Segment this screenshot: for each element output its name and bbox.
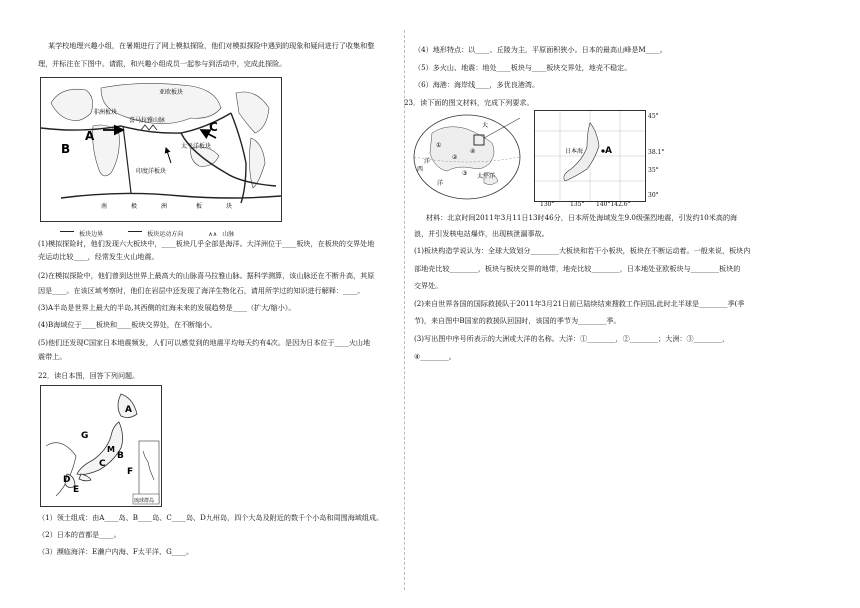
q23-s3-line2: ④________。 — [414, 352, 456, 361]
japan-map — [40, 385, 162, 507]
globe-circle-4: ④ — [470, 148, 476, 155]
q21-s2-line1: (2)在模拟探险中，他们曾到达世界上最高大的山脉喜马拉雅山脉。据科学测算，该山脉还在不断升高，其原 — [38, 271, 375, 280]
japan-letter-f: F — [127, 467, 134, 477]
q22-s4: （4）地形特点：以____、丘陵为主，平原面积狭小。日本的最高山峰是M____。 — [414, 45, 667, 54]
map-label-eurasian: 亚欧板块 — [159, 89, 184, 96]
japan-letter-b: B — [117, 451, 124, 461]
q21-s5-line1: (5)他们还发现C国家日本地震频发，人们可以感觉到的地震平均每天约有4次。是因为日本位于____火山地 — [38, 338, 371, 347]
globe-label-4: 洋 — [437, 180, 444, 187]
japan-detail-map — [534, 110, 646, 202]
q23-s3-line1: (3)写出图中序号所表示的大洲或大洋的名称。大洋：①________，②________；大洲：③________， — [414, 334, 730, 343]
map-letter-a: A — [85, 129, 95, 143]
map-label-antarctic-1: 南 — [101, 203, 108, 210]
world-plate-map — [40, 77, 282, 222]
globe-label-2: 洋 — [424, 158, 431, 165]
coord-45: 45° — [648, 113, 659, 120]
q22-s3: （3）濒临海洋：E濑户内海、F太平洋、G____。 — [38, 547, 194, 556]
map-label-antarctic-4: 板 — [196, 203, 203, 210]
q21-s1-line1: (1)模拟探险时，他们发现六大板块中，____板块几乎全部是海洋。大洋洲位于____板块，在板块的交界处地 — [38, 239, 375, 248]
q23-material-line2: 浪，并引发核电站爆炸，出现核泄漏事故。 — [414, 229, 549, 238]
map-legend: 板块边界 板块运动方向 ∧∧ 山脉 — [60, 221, 280, 230]
coord-135: 135° — [570, 201, 585, 208]
q23-title: 23．读下面的图文材料，完成下列要求。 — [404, 98, 534, 107]
q22-s2: （2）日本的首都是____。 — [38, 530, 121, 539]
coord-30: 30° — [648, 192, 659, 199]
q23-s1-line1: (1)板块构造学说认为：全球大致划分________大板块和若干小板块，板块在不断运动着。一般来说，板块内 — [414, 246, 751, 255]
coord-38: 38.1° — [648, 149, 665, 156]
map-label-antarctic-2: 极 — [131, 203, 138, 210]
map-label-indian: 印度洋板块 — [136, 168, 167, 175]
legend-mountain: 山脉 — [222, 231, 235, 238]
coord-140: 140°142.6° — [596, 201, 631, 208]
coord-130: 130° — [540, 201, 555, 208]
legend-boundary: 板块边界 — [79, 231, 104, 238]
map-label-himalaya: 喜马拉雅山脉 — [129, 117, 166, 124]
coord-35: 35° — [648, 167, 659, 174]
globe-label-5: 太平洋 — [477, 173, 496, 180]
q23-s2-line2: 节)，来自图中B国家的救援队回国时，该国的季节为________季。 — [414, 316, 621, 325]
globe-label-1: 大 — [482, 122, 489, 129]
world-plate-map-svg — [41, 78, 281, 221]
map-letter-c: C — [209, 120, 218, 134]
japan-detail-svg — [535, 111, 645, 201]
q21-s2-line2: 因是____。在该区域考察时，他们在岩层中还发现了海洋生物化石，请用所学过的知识进行解释：____。 — [38, 286, 365, 295]
q22-s1: （1）领土组成：由A____岛、B____岛、C____岛、D九州岛，四个大岛及附近的数千个小岛和周围海域组成。 — [38, 513, 384, 522]
q23-s1-line2: 部地壳比较________，板块与板块交界的地带，地壳比较________，日本地处亚欧板块与________板块的 — [414, 264, 741, 273]
detail-letter-a: A — [605, 146, 612, 156]
column-divider — [404, 30, 405, 590]
japan-letter-a: A — [125, 405, 132, 415]
q21-s1-line2: 壳运动比较____，经常发生火山地震。 — [38, 252, 159, 261]
detail-label-sea: 日本海 — [565, 148, 584, 155]
globe-map — [412, 113, 522, 201]
japan-letter-m: M — [107, 445, 115, 454]
q21-s4: (4)B海域位于____板块和____板块交界处，在不断缩小。 — [38, 320, 217, 329]
japan-map-svg — [41, 386, 161, 506]
q22-s5: （5）多火山、地震：地处____板块与____板块交界处，地壳不稳定。 — [414, 63, 632, 72]
map-label-antarctic-3: 洲 — [161, 203, 168, 210]
globe-map-svg — [412, 113, 522, 201]
inset-label: 琉球群岛 — [134, 498, 155, 504]
map-letter-b: B — [61, 142, 71, 156]
globe-label-3: 西 — [417, 166, 424, 173]
map-label-pacific: 太平洋板块 — [181, 143, 212, 150]
globe-circle-3: ③ — [462, 170, 468, 177]
q22-title: 22．读日本图，回答下列问题。 — [38, 371, 140, 380]
q21-intro-line2: 理，并标注在下图中。请跟，和兴趣小组成员一起参与到活动中，完成此探险。 — [38, 59, 287, 68]
q21-s3: (3)A半岛是世界上最大的半岛,其西侧的红海未来的发展趋势是____（扩大/缩小）。 — [38, 303, 296, 312]
q23-s2-line1: (2)来自世界各国的国际救援队于2011年3月21日前已陆续结束搜救工作回国,此时北半球是________季(季 — [414, 299, 745, 308]
japan-letter-g: G — [81, 431, 89, 441]
globe-circle-2: ② — [452, 154, 458, 161]
q23-material-line1: 材料：北京时间2011年3月11日13时46分，日本所处海域发生9.0级强烈地震，引发约10米高的海 — [426, 213, 738, 222]
q21-s5-line2: 震带上。 — [38, 352, 67, 361]
globe-circle-1: ① — [436, 142, 442, 149]
japan-letter-c: C — [99, 459, 106, 469]
legend-direction: 板块运动方向 — [147, 231, 184, 238]
japan-letter-e: E — [73, 485, 80, 495]
map-label-antarctic-5: 块 — [226, 203, 233, 210]
q22-s6: （6）海港：海岸线____，多优良港湾。 — [414, 80, 540, 89]
map-label-african: 非洲板块 — [93, 109, 118, 116]
japan-letter-d: D — [63, 475, 71, 485]
q23-s1-line3: 交界处。 — [414, 281, 443, 290]
q21-intro-line1: 某学校地理兴趣小组，在暑期进行了网上模拟探险，他们对模拟探险中遇到的现象和疑问进行了收集和整 — [48, 41, 375, 50]
